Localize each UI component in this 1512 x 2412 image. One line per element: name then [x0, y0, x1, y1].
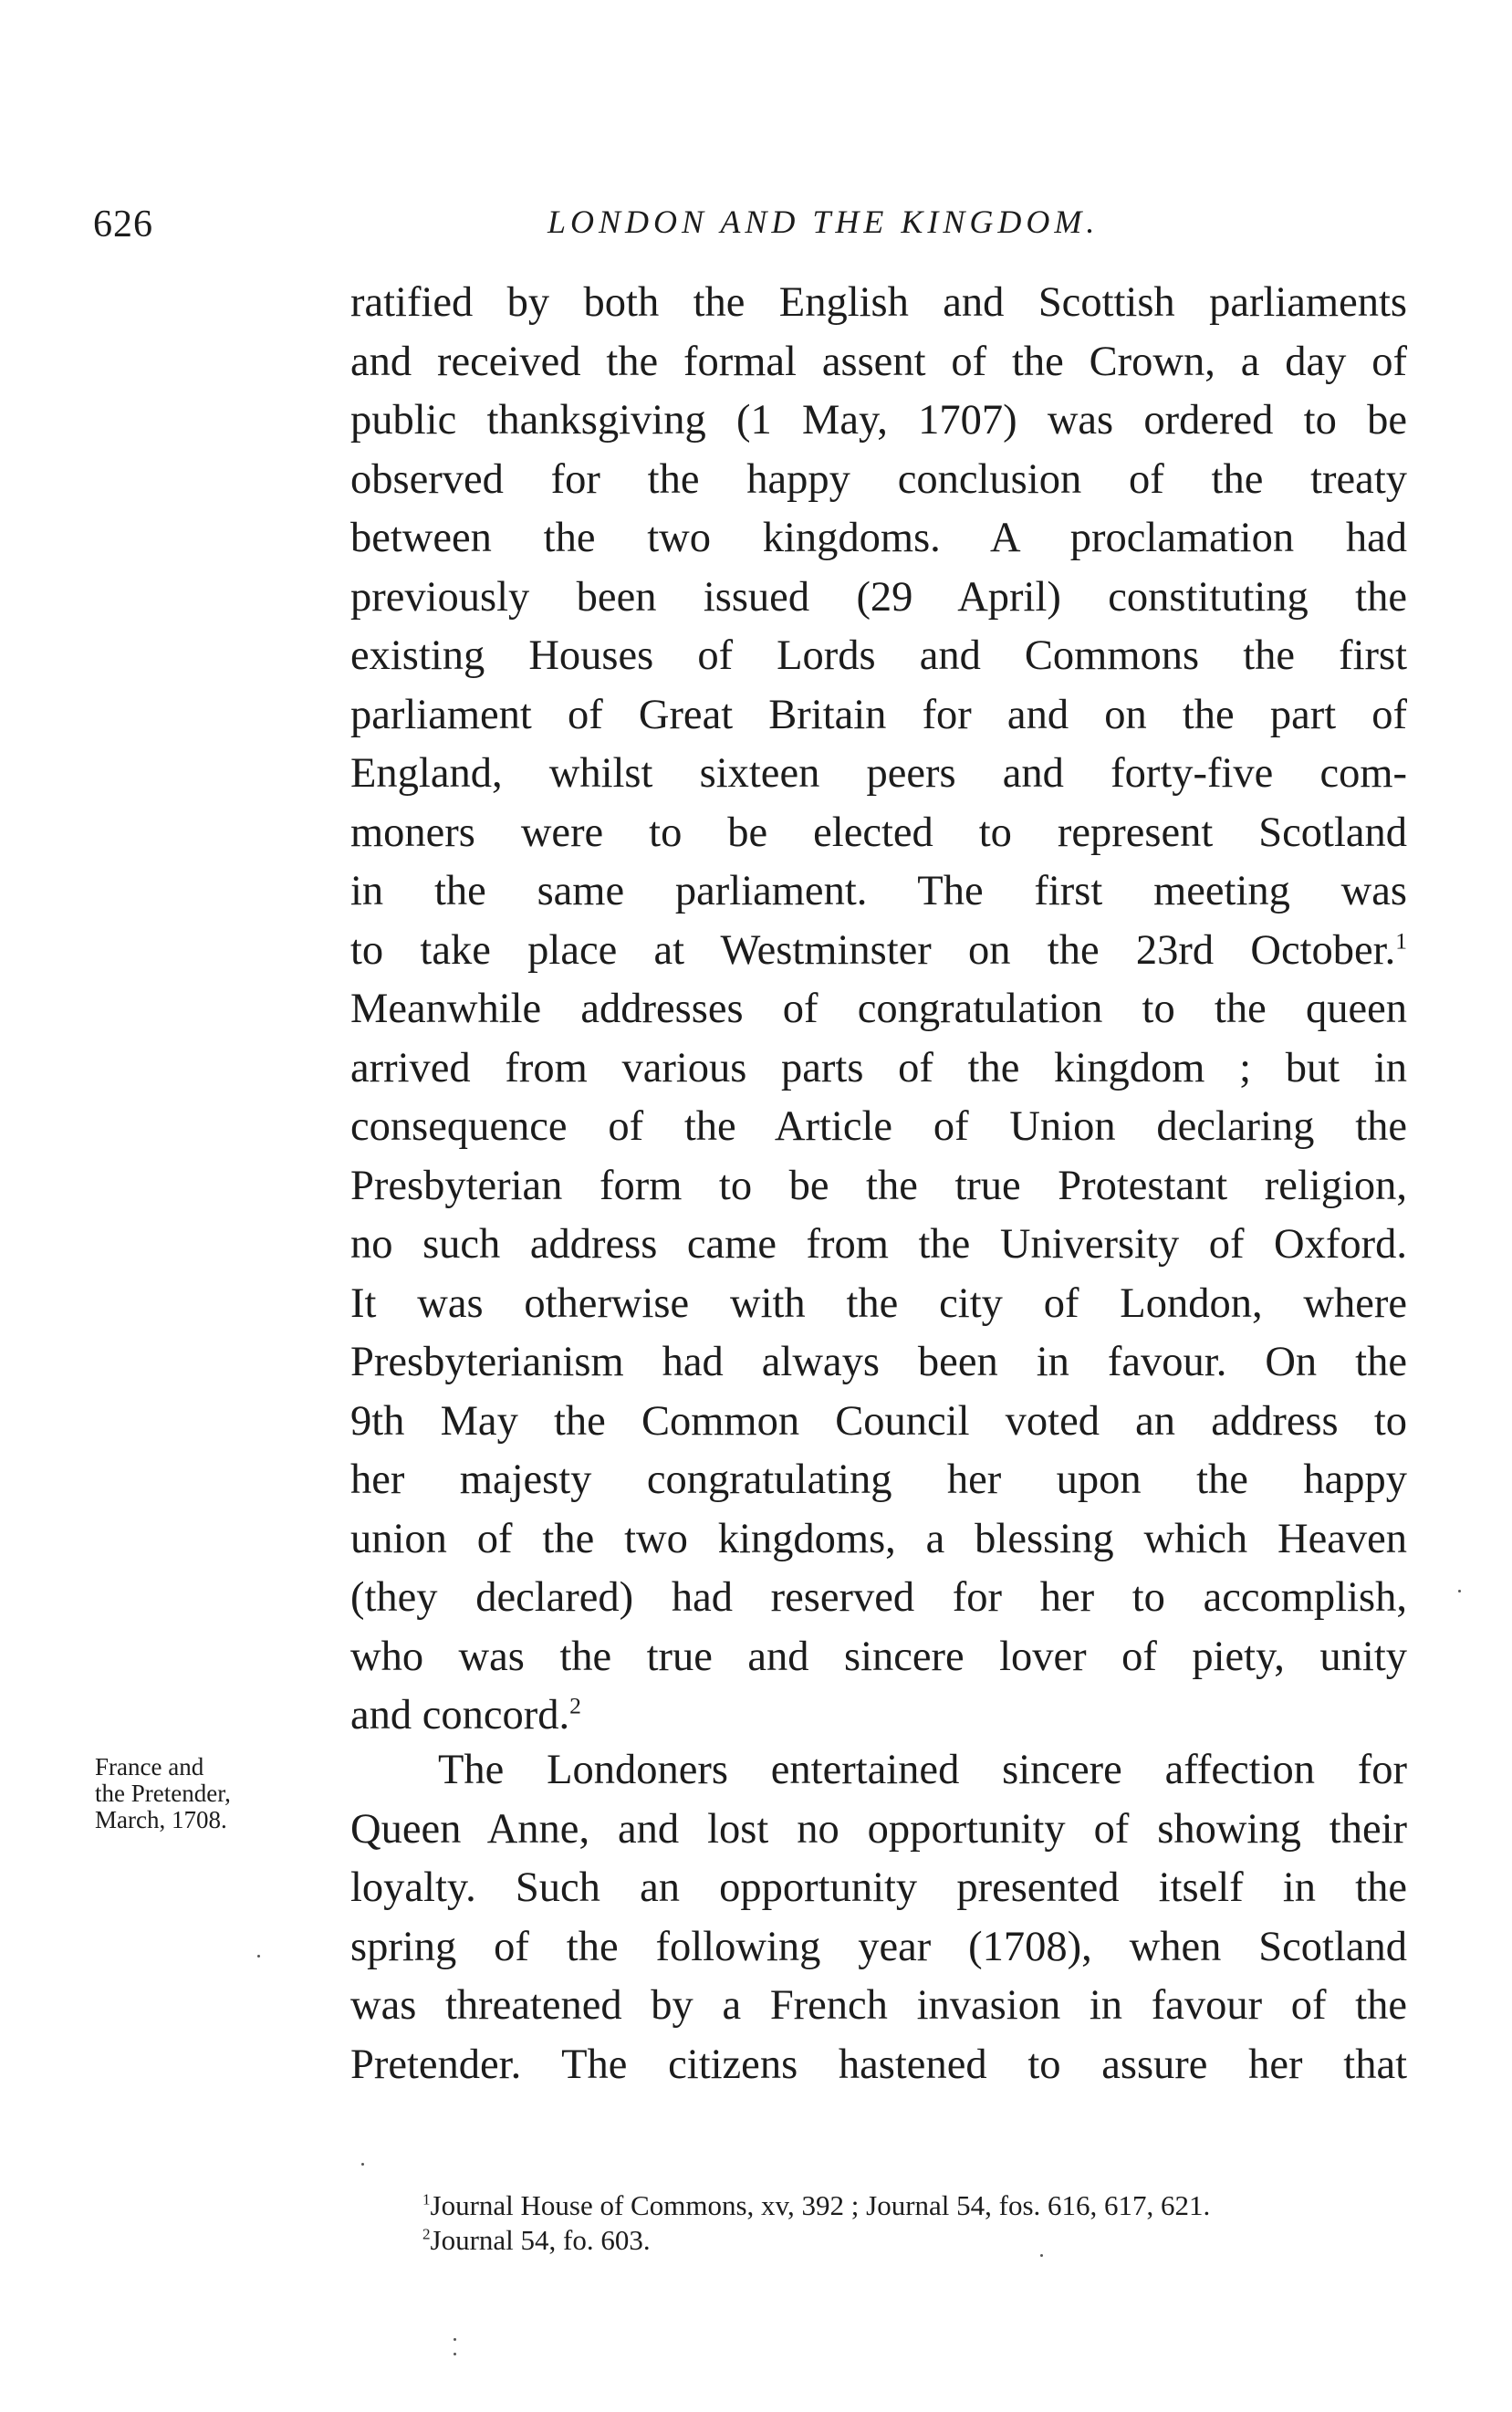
line-text: to take place at Westminster on the 23rd October.: [350, 926, 1396, 974]
print-speck: [1040, 2254, 1043, 2257]
text-line: moners were to be elected to represent Scotland: [350, 809, 1407, 856]
text-line: her majesty congratulating her upon the happy: [350, 1457, 1407, 1503]
text-line: union of the two kingdoms, a blessing which Heaven: [350, 1515, 1407, 1562]
text-line: England, whilst sixteen peers and forty-five com-: [350, 750, 1407, 797]
text-line: Queen Anne, and lost no opportunity of showing their: [350, 1805, 1407, 1853]
footnote-mark: 1: [422, 2190, 431, 2208]
margin-note-line: March, 1708.: [95, 1806, 227, 1833]
text-line: Meanwhile addresses of congratulation to the queen: [350, 986, 1407, 1032]
paragraph-2: [350, 1741, 1407, 2094]
footnote-text: Journal House of Commons, xv, 392 ; Journal 54, fos. 616, 617, 621.: [430, 2189, 1211, 2221]
text-line: The Londoners entertained sincere affection for: [438, 1747, 1407, 1793]
text-line-with-footnote: [350, 1686, 1407, 1746]
line-text: and concord.: [350, 1692, 570, 1739]
footnote-mark: 2: [422, 2225, 431, 2243]
text-line: Pretender. The citizens hastened to assure her that: [350, 2041, 1407, 2088]
text-line: existing Houses of Lords and Commons the first: [350, 632, 1407, 679]
text-line: spring of the following year (1708), when Scotland: [350, 1923, 1407, 1970]
print-speck: [361, 2163, 364, 2166]
footnote-2: [422, 2223, 1210, 2258]
margin-note: [95, 1754, 231, 1833]
text-line: was threatened by a French invasion in favour of the: [350, 1982, 1407, 2029]
text-line: observed for the happy conclusion of the treaty: [350, 455, 1407, 503]
margin-note-line: France and: [95, 1753, 204, 1780]
text-line: It was otherwise with the city of London, where: [350, 1279, 1407, 1327]
running-title: LONDON AND THE KINGDOM.: [547, 204, 1100, 240]
footnotes: [422, 2188, 1210, 2258]
text-line: parliament of Great Britain for and on the part of: [350, 691, 1407, 738]
text-line: and received the formal assent of the Crown, a day of: [350, 338, 1407, 385]
text-line: Presbyterian form to be the true Protestant religion,: [350, 1162, 1407, 1209]
text-line: ratified by both the English and Scottish parliaments: [350, 279, 1407, 326]
text-line: consequence of the Article of Union declaring the: [350, 1103, 1407, 1150]
text-line: public thanksgiving (1 May, 1707) was ordered to be: [350, 397, 1407, 444]
page-number: 626: [93, 204, 153, 245]
text-line: arrived from various parts of the kingdom ; but in: [350, 1044, 1407, 1091]
print-speck: [257, 1955, 260, 1958]
text-line: who was the true and sincere lover of piety, unity: [350, 1633, 1407, 1680]
footnote-ref-2: 2: [569, 1692, 581, 1719]
print-speck: [454, 2338, 456, 2341]
text-line: no such address came from the University of Oxford.: [350, 1221, 1407, 1268]
text-line: loyalty. Such an opportunity presented itself in the: [350, 1864, 1407, 1911]
print-speck: [454, 2353, 456, 2355]
text-line: 9th May the Common Council voted an address to: [350, 1397, 1407, 1445]
text-line: previously been issued (29 April) constituting the: [350, 573, 1407, 621]
footnote-1: [422, 2188, 1210, 2223]
text-line: (they declared) had reserved for her to accomplish,: [350, 1574, 1407, 1621]
print-speck: [1458, 1590, 1461, 1592]
text-line: in the same parliament. The first meeting was: [350, 868, 1407, 914]
paragraph-1: [350, 274, 1407, 1746]
margin-note-line: the Pretender,: [95, 1780, 231, 1807]
text-line-with-footnote: [350, 922, 1407, 981]
text-line: between the two kingdoms. A proclamation had: [350, 515, 1407, 561]
text-line: Presbyterianism had always been in favour. On the: [350, 1339, 1407, 1385]
footnote-text: Journal 54, fo. 603.: [430, 2224, 651, 2256]
footnote-ref-1: 1: [1395, 927, 1407, 954]
